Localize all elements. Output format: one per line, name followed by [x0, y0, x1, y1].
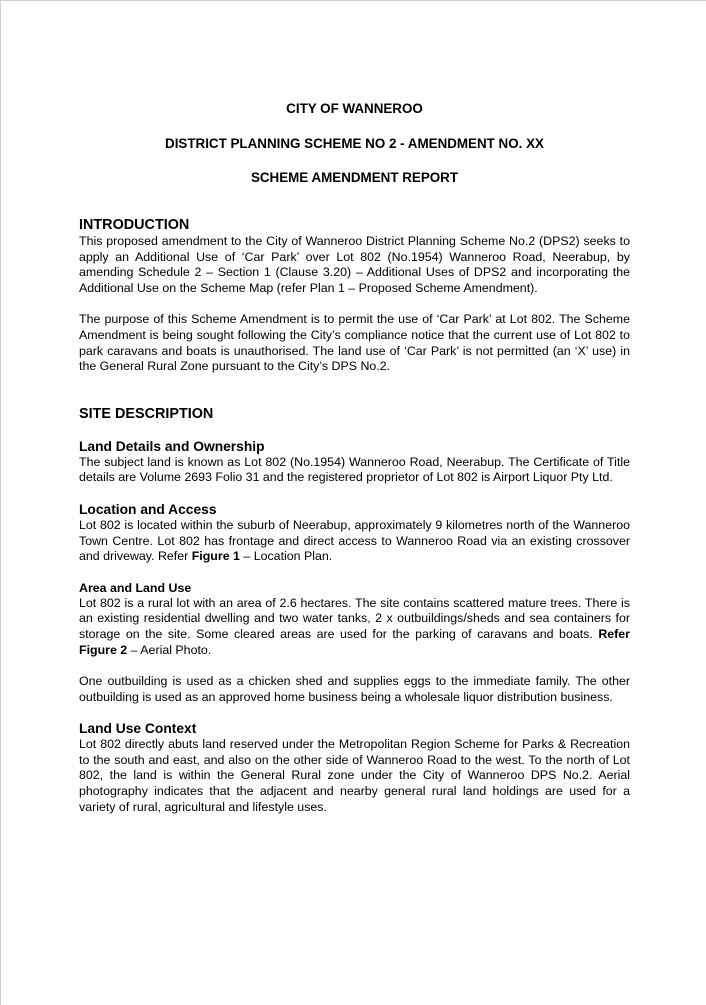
land-details-heading: Land Details and Ownership: [79, 438, 265, 454]
location-access-heading: Location and Access: [79, 501, 217, 517]
scheme-title: DISTRICT PLANNING SCHEME NO 2 - AMENDMENT NO. XX: [165, 136, 544, 151]
location-text-pre: Lot 802 is located within the suburb of Neerabup, approximately 9 kilometres north of the Wanneroo Town Centre. Lot 802 has frontage and direct access to Wanneroo Road via an existing crossover and driveway. Refer: [79, 517, 630, 564]
figure-2-reference: Refer Figure 2: [79, 626, 630, 657]
site-description-heading: SITE DESCRIPTION: [79, 405, 214, 422]
introduction-paragraph-1: This proposed amendment to the City of Wanneroo District Planning Scheme No.2 (DPS2) seeks to apply an Additional Use of ‘Car Park’ over Lot 802 (No.1954) Wanneroo Road, Neerabup, by amending Schedule 2 – Section 1 (Clause 3.20) – Additional Uses of DPS2 and incorporating the Additional Use on the Scheme Map (refer Plan 1 – Proposed Scheme Amendment).: [79, 234, 630, 295]
area-text-post: – Aerial Photo.: [127, 642, 212, 657]
document-body: [79, 101, 630, 815]
location-text-post: – Location Plan.: [239, 549, 333, 564]
area-text-pre: Lot 802 is a rural lot with an area of 2.6 hectares. The site contains scattered mature trees. There is an existing residential dwelling and two water tanks, 2 x outbuildings/sheds and sea containers for storage on the site. Some cleared areas are used for the parking of caravans and boats.: [79, 595, 630, 641]
figure-1-reference: Figure 1: [191, 549, 240, 564]
area-land-use-paragraph: [79, 596, 630, 658]
land-use-context-heading: Land Use Context: [79, 721, 197, 737]
introduction-heading: INTRODUCTION: [79, 217, 190, 233]
location-access-paragraph: [79, 518, 630, 565]
land-use-context-paragraph: Lot 802 directly abuts land reserved under the Metropolitan Region Scheme for Parks & Recreation to the south and east, and also on the other side of Wanneroo Road to the west. To the north of Lot 802, the land is within the General Rural zone under the City of Wanneroo DPS No.2. Aerial photography indicates that the adjacent and nearby general rural land holdings are used for a variety of rural, agricultural and lifestyle uses.: [79, 737, 630, 814]
land-details-paragraph: The subject land is known as Lot 802 (No.1954) Wanneroo Road, Neerabup. The Certificate of Title details are Volume 2693 Folio 31 and the registered proprietor of Lot 802 is Airport Liquor Pty Ltd.: [79, 454, 630, 485]
report-title: SCHEME AMENDMENT REPORT: [250, 170, 459, 185]
area-land-use-heading: Area and Land Use: [79, 580, 192, 595]
outbuilding-paragraph: One outbuilding is used as a chicken shed and supplies eggs to the immediate family. The other outbuilding is used as an approved home business being a wholesale liquor distribution business.: [79, 674, 630, 704]
city-title: CITY OF WANNEROO: [286, 101, 423, 116]
introduction-paragraph-2: The purpose of this Scheme Amendment is to permit the use of ‘Car Park’ at Lot 802. The Scheme Amendment is being sought following the City’s compliance notice that the current use of Lot 802 to park caravans and boats is unauthorised. The land use of ‘Car Park’ is not permitted (an ‘X’ use) in the General Rural Zone pursuant to the City’s DPS No.2.: [79, 312, 630, 374]
